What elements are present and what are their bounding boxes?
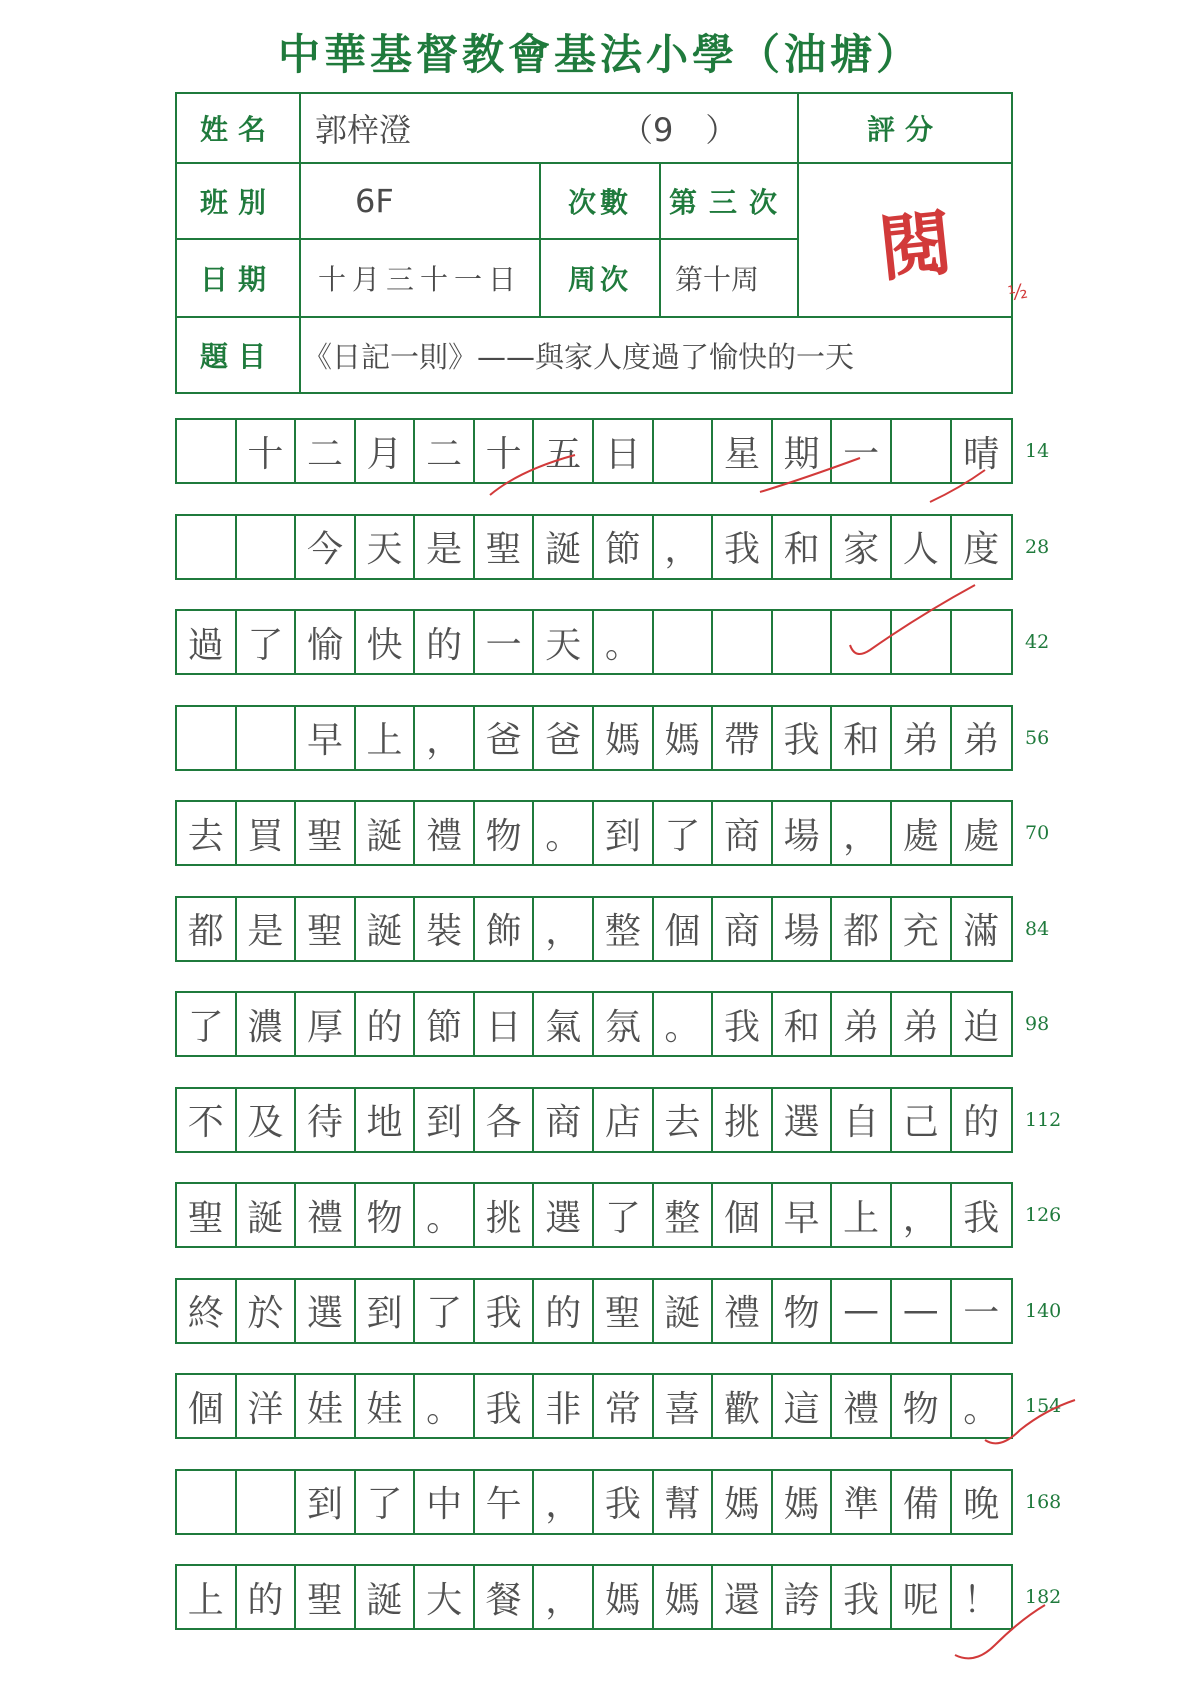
grid-cell: 我 bbox=[475, 1375, 535, 1437]
grid-cell: 喜 bbox=[654, 1375, 714, 1437]
grid-cell: 的 bbox=[963, 1102, 1000, 1143]
class-cell bbox=[299, 162, 541, 240]
grid-cell: 誕 bbox=[356, 898, 416, 960]
grid-cell: 午 bbox=[475, 1471, 535, 1533]
grid-cell bbox=[832, 611, 892, 673]
week-value: 第十周 bbox=[675, 263, 760, 296]
grid-cell: 一 bbox=[963, 1293, 1000, 1334]
grid-cell: 一 bbox=[475, 611, 535, 673]
grid-cell: 晴 bbox=[963, 433, 1000, 475]
grid-row bbox=[175, 896, 1013, 962]
grid-cell: 和 bbox=[773, 516, 833, 578]
grid-cell: — bbox=[892, 1280, 952, 1342]
grid-cell: 濃 bbox=[237, 993, 297, 1055]
grid-cell: 。 bbox=[415, 1184, 475, 1246]
grid-cell: 去 bbox=[654, 1089, 714, 1151]
grid-cell: ， bbox=[534, 1566, 594, 1628]
grid-cell: 我 bbox=[832, 1566, 892, 1628]
grid-cell: 挑 bbox=[713, 1089, 773, 1151]
grid-cell bbox=[177, 1471, 237, 1533]
row-char-count: 56 bbox=[1025, 726, 1050, 749]
week-label: 周次 bbox=[567, 263, 632, 296]
grid-cell: 我 bbox=[594, 1471, 654, 1533]
header-table bbox=[175, 92, 1013, 394]
grid-cell: 弟 bbox=[963, 720, 1000, 761]
date-label: 日期 bbox=[199, 263, 276, 296]
grid-cell: ， bbox=[892, 1184, 952, 1246]
grid-cell bbox=[892, 611, 952, 673]
grid-cell: 備 bbox=[892, 1471, 952, 1533]
score-label: 評分 bbox=[866, 113, 943, 146]
grid-cell: 聖 bbox=[296, 802, 356, 864]
grid-cell: 。 bbox=[963, 1388, 1000, 1430]
grid-cell: 了 bbox=[594, 1184, 654, 1246]
grid-cell bbox=[177, 516, 237, 578]
grid-cell: 和 bbox=[832, 707, 892, 769]
grid-cell: 我 bbox=[713, 516, 773, 578]
row-char-count: 154 bbox=[1025, 1395, 1062, 1417]
grid-row bbox=[175, 1278, 1013, 1344]
topic-label: 題目 bbox=[199, 340, 276, 373]
grid-cell bbox=[892, 420, 952, 482]
row-char-count: 14 bbox=[1025, 440, 1050, 462]
grid-cell: 娃 bbox=[356, 1375, 416, 1437]
grid-row bbox=[175, 609, 1013, 675]
grid-cell: 物 bbox=[475, 802, 535, 864]
grid-cell bbox=[773, 611, 833, 673]
grid-cell: 禮 bbox=[713, 1280, 773, 1342]
grid-cell: ， bbox=[534, 898, 594, 960]
grid-cell: 商 bbox=[534, 1089, 594, 1151]
grid-cell: 星 bbox=[713, 420, 773, 482]
grid-cell: 禮 bbox=[296, 1184, 356, 1246]
grid-cell: 二 bbox=[296, 420, 356, 482]
grid-row bbox=[175, 1087, 1013, 1153]
grid-cell: 的 bbox=[356, 993, 416, 1055]
attempt-label-cell bbox=[539, 162, 661, 240]
grid-cell: 了 bbox=[356, 1471, 416, 1533]
grid-cell: 期 bbox=[773, 420, 833, 482]
grid-cell: 了 bbox=[654, 802, 714, 864]
grid-cell: 早 bbox=[773, 1184, 833, 1246]
grid-cell: 的 bbox=[534, 1280, 594, 1342]
grid-cell: 我 bbox=[713, 993, 773, 1055]
grid-cell: 媽 bbox=[654, 707, 714, 769]
grid-cell: 選 bbox=[296, 1280, 356, 1342]
grid-cell: 誕 bbox=[654, 1280, 714, 1342]
grid-cell: 。 bbox=[534, 802, 594, 864]
date-label-cell bbox=[175, 238, 301, 318]
grid-cell: 晚 bbox=[963, 1484, 1000, 1525]
grid-cell: 。 bbox=[415, 1375, 475, 1437]
grid-cell: 月 bbox=[356, 420, 416, 482]
grid-cell: 媽 bbox=[713, 1471, 773, 1533]
grid-cell: 媽 bbox=[594, 1566, 654, 1628]
grid-cell: 娃 bbox=[296, 1375, 356, 1437]
grid-cell: 場 bbox=[773, 898, 833, 960]
row-char-count: 70 bbox=[1025, 822, 1050, 844]
grid-cell: 個 bbox=[177, 1375, 237, 1437]
grid-cell: 及 bbox=[237, 1089, 297, 1151]
row-char-count: 98 bbox=[1025, 1013, 1050, 1035]
grid-cell: 滿 bbox=[963, 911, 1000, 952]
grid-cell: 裝 bbox=[415, 898, 475, 960]
class-value: 6F bbox=[355, 182, 394, 220]
grid-row bbox=[175, 991, 1013, 1057]
grid-cell: 不 bbox=[177, 1089, 237, 1151]
grid-cell bbox=[177, 707, 237, 769]
grid-cell: 常 bbox=[594, 1375, 654, 1437]
grid-cell: 整 bbox=[654, 1184, 714, 1246]
grid-cell: 到 bbox=[594, 802, 654, 864]
grid-cell: 上 bbox=[356, 707, 416, 769]
grid-cell: 人 bbox=[892, 516, 952, 578]
grid-cell: 於 bbox=[237, 1280, 297, 1342]
week-cell bbox=[659, 238, 799, 318]
grid-row bbox=[175, 1469, 1013, 1535]
grid-cell: 我 bbox=[963, 1197, 1000, 1239]
attempt-value: 第三次 bbox=[668, 186, 789, 219]
grid-cell bbox=[654, 611, 714, 673]
grid-cell: 物 bbox=[356, 1184, 416, 1246]
grid-cell: 家 bbox=[832, 516, 892, 578]
class-label-cell bbox=[175, 162, 301, 240]
grid-cell: 了 bbox=[177, 993, 237, 1055]
grid-cell: 到 bbox=[296, 1471, 356, 1533]
grid-cell: ！ bbox=[963, 1579, 1000, 1621]
grid-cell: 呢 bbox=[892, 1566, 952, 1628]
grid-cell bbox=[237, 707, 297, 769]
grid-cell: 二 bbox=[415, 420, 475, 482]
row-char-count: 28 bbox=[1025, 535, 1050, 558]
grid-cell: 一 bbox=[832, 420, 892, 482]
school-title: 中華基督教會基法小學（油塘） bbox=[277, 30, 922, 79]
grid-cell: 度 bbox=[963, 529, 1000, 570]
grid-cell: 節 bbox=[594, 516, 654, 578]
grid-cell: 去 bbox=[177, 802, 237, 864]
grid-cell: 商 bbox=[713, 898, 773, 960]
grid-cell: 洋 bbox=[237, 1375, 297, 1437]
grid-cell: 弟 bbox=[892, 993, 952, 1055]
grid-cell: 我 bbox=[773, 707, 833, 769]
grid-cell: 買 bbox=[237, 802, 297, 864]
grid-cell: 禮 bbox=[415, 802, 475, 864]
grid-row bbox=[175, 1373, 1013, 1439]
grid-cell: 誕 bbox=[356, 1566, 416, 1628]
grid-cell: ， bbox=[415, 707, 475, 769]
date-value: 十月三十一日 bbox=[317, 263, 522, 296]
topic-cell bbox=[299, 316, 1013, 394]
attempt-label: 次數 bbox=[567, 186, 632, 219]
grid-cell: 聖 bbox=[594, 1280, 654, 1342]
grid-cell: ， bbox=[832, 802, 892, 864]
grid-cell: 這 bbox=[773, 1375, 833, 1437]
grid-cell: 到 bbox=[415, 1089, 475, 1151]
grid-cell: 誕 bbox=[237, 1184, 297, 1246]
grid-cell: 上 bbox=[177, 1566, 237, 1628]
grid-cell bbox=[237, 1471, 297, 1533]
grid-cell: 物 bbox=[773, 1280, 833, 1342]
grid-cell bbox=[713, 611, 773, 673]
grid-cell: 五 bbox=[534, 420, 594, 482]
name-cell bbox=[299, 92, 799, 164]
grid-cell bbox=[237, 516, 297, 578]
grid-row bbox=[175, 514, 1013, 580]
grid-cell: 厚 bbox=[296, 993, 356, 1055]
grid-cell: 個 bbox=[713, 1184, 773, 1246]
grid-row bbox=[175, 800, 1013, 866]
grid-cell: 準 bbox=[832, 1471, 892, 1533]
read-stamp: 閱 bbox=[875, 199, 956, 292]
grid-cell: 的 bbox=[415, 611, 475, 673]
grid-cell: 聖 bbox=[296, 1566, 356, 1628]
grid-cell: 商 bbox=[713, 802, 773, 864]
grid-cell bbox=[654, 420, 714, 482]
grid-cell: 還 bbox=[713, 1566, 773, 1628]
grid-cell: 日 bbox=[475, 993, 535, 1055]
grid-cell: 過 bbox=[177, 611, 237, 673]
grid-cell: 天 bbox=[534, 611, 594, 673]
row-char-count: 126 bbox=[1025, 1204, 1062, 1226]
grid-cell: 整 bbox=[594, 898, 654, 960]
grid-cell: 個 bbox=[654, 898, 714, 960]
grid-cell: 聖 bbox=[296, 898, 356, 960]
attempt-cell bbox=[659, 162, 799, 240]
grid-cell: 終 bbox=[177, 1280, 237, 1342]
row-char-count: 84 bbox=[1025, 917, 1050, 940]
grid-cell: 了 bbox=[237, 611, 297, 673]
grid-cell: 誕 bbox=[356, 802, 416, 864]
grid-cell: 都 bbox=[832, 898, 892, 960]
grid-cell: 日 bbox=[594, 420, 654, 482]
grid-cell: 都 bbox=[177, 898, 237, 960]
grid-cell: 選 bbox=[534, 1184, 594, 1246]
grid-row bbox=[175, 705, 1013, 771]
grid-cell: 氣 bbox=[534, 993, 594, 1055]
grid-cell: 十 bbox=[237, 420, 297, 482]
grid-cell: 誇 bbox=[773, 1566, 833, 1628]
grid-cell bbox=[177, 420, 237, 482]
grid-cell: 我 bbox=[475, 1280, 535, 1342]
grid-row bbox=[175, 1182, 1013, 1248]
grid-cell: 。 bbox=[594, 611, 654, 673]
grid-cell: 上 bbox=[832, 1184, 892, 1246]
grid-cell: 的 bbox=[237, 1566, 297, 1628]
grid-cell bbox=[952, 611, 1012, 673]
grid-cell: 場 bbox=[773, 802, 833, 864]
grid-cell: 聖 bbox=[177, 1184, 237, 1246]
grid-cell: 媽 bbox=[594, 707, 654, 769]
grid-cell: 中 bbox=[415, 1471, 475, 1533]
grid-cell: 自 bbox=[832, 1089, 892, 1151]
grid-cell: 氛 bbox=[594, 993, 654, 1055]
grid-cell: 媽 bbox=[654, 1566, 714, 1628]
grid-cell: 挑 bbox=[475, 1184, 535, 1246]
grid-cell: 非 bbox=[534, 1375, 594, 1437]
grid-cell: 是 bbox=[415, 516, 475, 578]
score-note: ½ bbox=[1006, 278, 1030, 306]
grid-cell: 了 bbox=[415, 1280, 475, 1342]
grid-cell: 是 bbox=[237, 898, 297, 960]
grid-cell: — bbox=[832, 1280, 892, 1342]
row-char-count: 112 bbox=[1025, 1108, 1062, 1131]
grid-cell: 充 bbox=[892, 898, 952, 960]
grid-cell: 和 bbox=[773, 993, 833, 1055]
topic-label-cell bbox=[175, 316, 301, 394]
grid-cell: 己 bbox=[892, 1089, 952, 1151]
grid-cell: ， bbox=[534, 1471, 594, 1533]
grid-cell: 選 bbox=[773, 1089, 833, 1151]
grid-cell: 爸 bbox=[534, 707, 594, 769]
grid-cell: 十 bbox=[475, 420, 535, 482]
grid-row bbox=[175, 1564, 1013, 1630]
grid-cell: 弟 bbox=[832, 993, 892, 1055]
topic-value: 《日記一則》——與家人度過了愉快的一天 bbox=[303, 339, 855, 374]
grid-cell: 禮 bbox=[832, 1375, 892, 1437]
grid-cell: 媽 bbox=[773, 1471, 833, 1533]
score-box bbox=[797, 162, 1013, 318]
class-label: 班別 bbox=[199, 186, 276, 219]
grid-cell: 物 bbox=[892, 1375, 952, 1437]
grid-cell: 節 bbox=[415, 993, 475, 1055]
grid-cell: 。 bbox=[654, 993, 714, 1055]
grid-cell: 處 bbox=[963, 815, 1000, 857]
student-number: （9 ） bbox=[621, 111, 738, 149]
grid-cell: 早 bbox=[296, 707, 356, 769]
score-label-cell bbox=[797, 92, 1013, 164]
row-char-count: 182 bbox=[1025, 1586, 1062, 1608]
date-cell bbox=[299, 238, 541, 318]
name-label: 姓名 bbox=[199, 113, 276, 146]
grid-cell: 帶 bbox=[713, 707, 773, 769]
grid-cell: 歡 bbox=[713, 1375, 773, 1437]
grid-cell: 大 bbox=[415, 1566, 475, 1628]
grid-cell: 幫 bbox=[654, 1471, 714, 1533]
row-char-count: 168 bbox=[1025, 1490, 1062, 1513]
row-char-count: 140 bbox=[1025, 1299, 1062, 1322]
grid-row bbox=[175, 418, 1013, 484]
grid-cell: 餐 bbox=[475, 1566, 535, 1628]
grid-cell: 弟 bbox=[892, 707, 952, 769]
grid-cell: 店 bbox=[594, 1089, 654, 1151]
grid-cell: 今 bbox=[296, 516, 356, 578]
week-label-cell bbox=[539, 238, 661, 318]
grid-cell: 各 bbox=[475, 1089, 535, 1151]
grid-cell: 愉 bbox=[296, 611, 356, 673]
grid-cell: 聖 bbox=[475, 516, 535, 578]
grid-cell: 爸 bbox=[475, 707, 535, 769]
grid-cell: 快 bbox=[356, 611, 416, 673]
grid-cell: 飾 bbox=[475, 898, 535, 960]
name-label-cell bbox=[175, 92, 301, 164]
row-char-count: 42 bbox=[1025, 631, 1050, 653]
grid-cell: ， bbox=[654, 516, 714, 578]
grid-cell: 誕 bbox=[534, 516, 594, 578]
grid-cell: 迫 bbox=[963, 1006, 1000, 1048]
name-value: 郭梓澄 bbox=[315, 111, 412, 149]
grid-cell: 待 bbox=[296, 1089, 356, 1151]
grid-cell: 地 bbox=[356, 1089, 416, 1151]
grid-cell: 天 bbox=[356, 516, 416, 578]
grid-cell: 到 bbox=[356, 1280, 416, 1342]
grid-cell: 處 bbox=[892, 802, 952, 864]
